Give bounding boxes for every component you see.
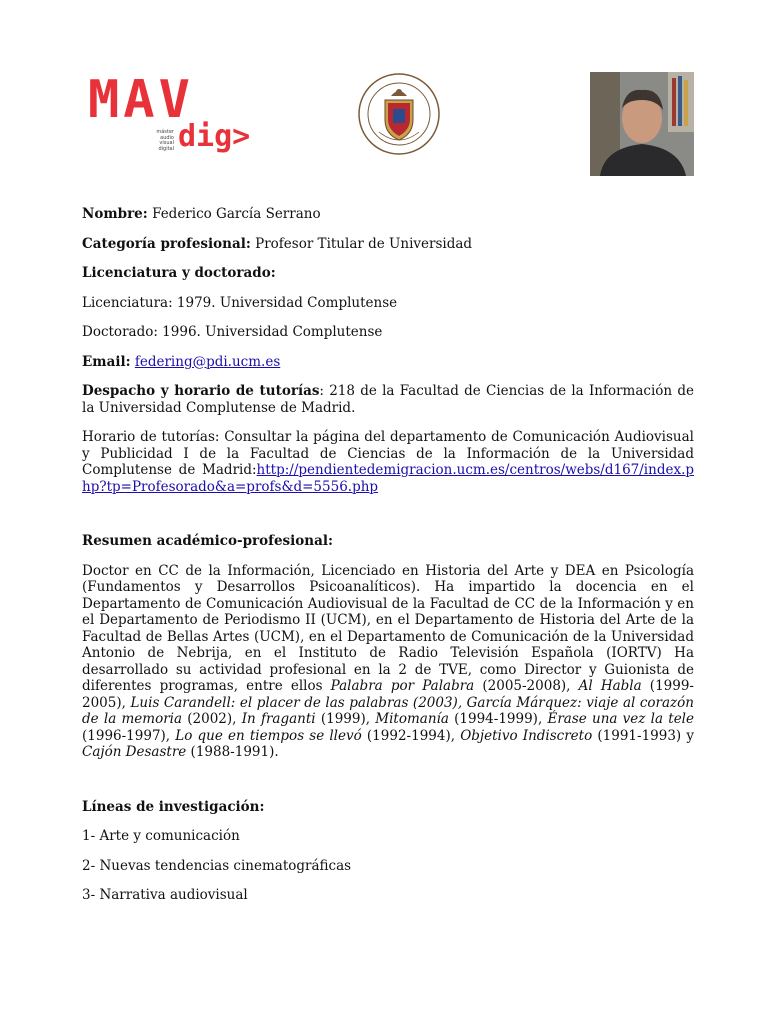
email-label: Email:	[82, 353, 131, 370]
category-value: Profesor Titular de Universidad	[255, 235, 473, 252]
portrait-photo	[590, 72, 694, 176]
tutorias-text: Horario de tutorías: Consultar la página del departamento de Comunicación Audiovisual y Publicidad I de la Facultad de Ciencias de la Información de la Universidad Complutense de Madrid:	[82, 429, 694, 478]
category-label: Categoría profesional:	[82, 235, 251, 252]
email-line	[82, 354, 694, 371]
resumen-heading: Resumen académico-profesional:	[82, 533, 333, 549]
lineas-heading: Líneas de investigación:	[82, 798, 265, 815]
name-label: Nombre:	[82, 206, 148, 222]
resumen-paragraph: Doctor en CC de la Información, Licenciado en Historia del Arte y DEA en Psicología (Fundamentos y Desarrollos Psicoanalíticos). Ha impartido la docencia en el Departamento de Comunicación Audiovisual de la Facultad de CC de la Información y en el Departamento de Periodismo II (UCM), en el Departamento de Historia del Arte de la Facultad de Bellas Artes (UCM), en el Departamento de Comunicación de la Universidad Antonio de Nebrija, en el Instituto de Radio Televisión Española (IORTV) Ha desarrollado su actividad profesional en la 2 de TVE, como Director y Guionista de diferentes programas, entre ellos Palabra por Palabra (2005-2008), Al Habla (1999-2005), Luis Carandell: el placer de las palabras (2003), García Márquez: viaje al corazón de la memoria (2002), In fraganti (1999), Mitomanía (1994-1999), Érase una vez la tele (1996-1997), Lo que en tiempos se llevó (1992-1994), Objetivo Indiscreto (1991-1993) y Cajón Desastre (1988-1991).	[82, 562, 694, 760]
university-seal-icon	[357, 72, 441, 156]
mav-logo-text: MAV	[88, 70, 194, 130]
category-line	[82, 236, 694, 253]
licenciatura-line: Licenciatura: 1979. Universidad Complutense	[82, 294, 398, 311]
email-link[interactable]: federing@pdi.ucm.es	[134, 353, 281, 370]
name-value: Federico García Serrano	[152, 206, 321, 222]
doctorado-line: Doctorado: 1996. Universidad Complutense	[82, 324, 383, 340]
name-line	[82, 206, 694, 223]
linea-item: 1- Arte y comunicación	[82, 828, 240, 844]
mav-dig-logo	[88, 70, 251, 156]
tutorias-line	[82, 429, 694, 495]
dig-logo-text: dig>	[178, 119, 251, 154]
linea-item: 3- Narrativa audiovisual	[82, 887, 248, 903]
degrees-heading: Licenciatura y doctorado:	[82, 265, 276, 281]
mav-logo-subtitle: máster audio visual digital	[156, 129, 174, 152]
tutorias-link[interactable]: http://pendientedemigracion.ucm.es/centros/webs/d167/index.php?tp=Profesorado&a=profs&d=5556.php	[82, 462, 694, 495]
linea-item: 2- Nuevas tendencias cinematográficas	[82, 857, 352, 874]
header	[0, 0, 768, 200]
office-value: : 218 de la Facultad de Ciencias de la Información de la Universidad Complutense de Madrid.	[82, 383, 694, 416]
office-label: Despacho y horario de tutorías	[82, 383, 320, 399]
office-line	[82, 383, 694, 416]
profile-content	[82, 206, 694, 904]
